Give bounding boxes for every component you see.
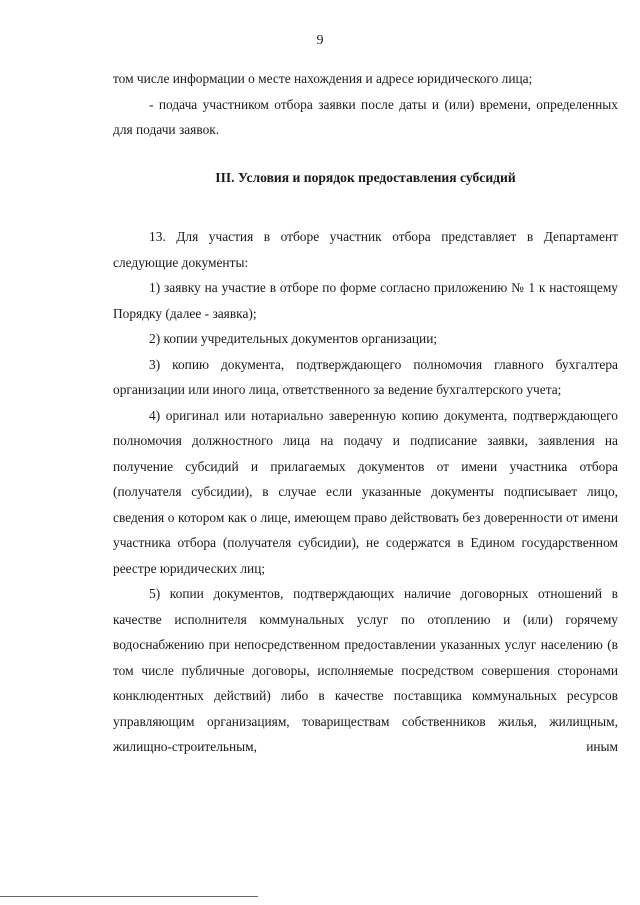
paragraph-subitem-4: 4) оригинал или нотариально заверенную копию документа, подтверждающего полномочия должностного лица на подачу и подписание заявки, заявления на получение субсидий и прилагаемых документов от имени участника отбора (получателя субсидии), в случае если указанные документы подписывает лицо, сведения о котором как о лице, имеющем право действовать без доверенности от имени участника отбора (получателя субсидии), не содержатся в Едином государственном реестре юридических лиц; <box>113 407 618 576</box>
paragraph-subitem-3: 3) копию документа, подтверждающего полномочия главного бухгалтера организации или иного лица, ответственного за ведение бухгалтерского учета; <box>113 356 618 397</box>
document-body <box>113 66 618 760</box>
paragraph-item-13: 13. Для участия в отборе участник отбора представляет в Департамент следующие документы: <box>113 229 618 270</box>
paragraph-subitem-2: 2) копии учредительных документов организации; <box>149 331 438 346</box>
paragraph-list-item: - подача участником отбора заявки после даты и (или) времени, определенных для подачи заявок. <box>113 96 618 137</box>
footer-rule <box>0 896 258 897</box>
section-heading: III. Условия и порядок предоставления субсидий <box>215 169 516 185</box>
paragraph-continuation: том числе информации о месте нахождения и адресе юридического лица; <box>113 71 533 86</box>
paragraph-subitem-5: 5) копии документов, подтверждающих наличие договорных отношений в качестве исполнителя коммунальных услуг по отоплению и (или) горячему водоснабжению при непосредственном предоставлении указанных услуг населению (в том числе публичные договоры, исполняемые посредством совершения сторонами конклюдентных действий) либо в качестве поставщика коммунальных ресурсов управляющим организациям, товариществам собственников жилья, жилищным, жилищно-строительным, иным <box>113 586 618 754</box>
paragraph-subitem-1: 1) заявку на участие в отборе по форме согласно приложению № 1 к настоящему Порядку (далее - заявка); <box>113 280 618 321</box>
page-number: 9 <box>316 33 324 48</box>
spacer <box>113 190 618 224</box>
spacer <box>113 143 618 165</box>
